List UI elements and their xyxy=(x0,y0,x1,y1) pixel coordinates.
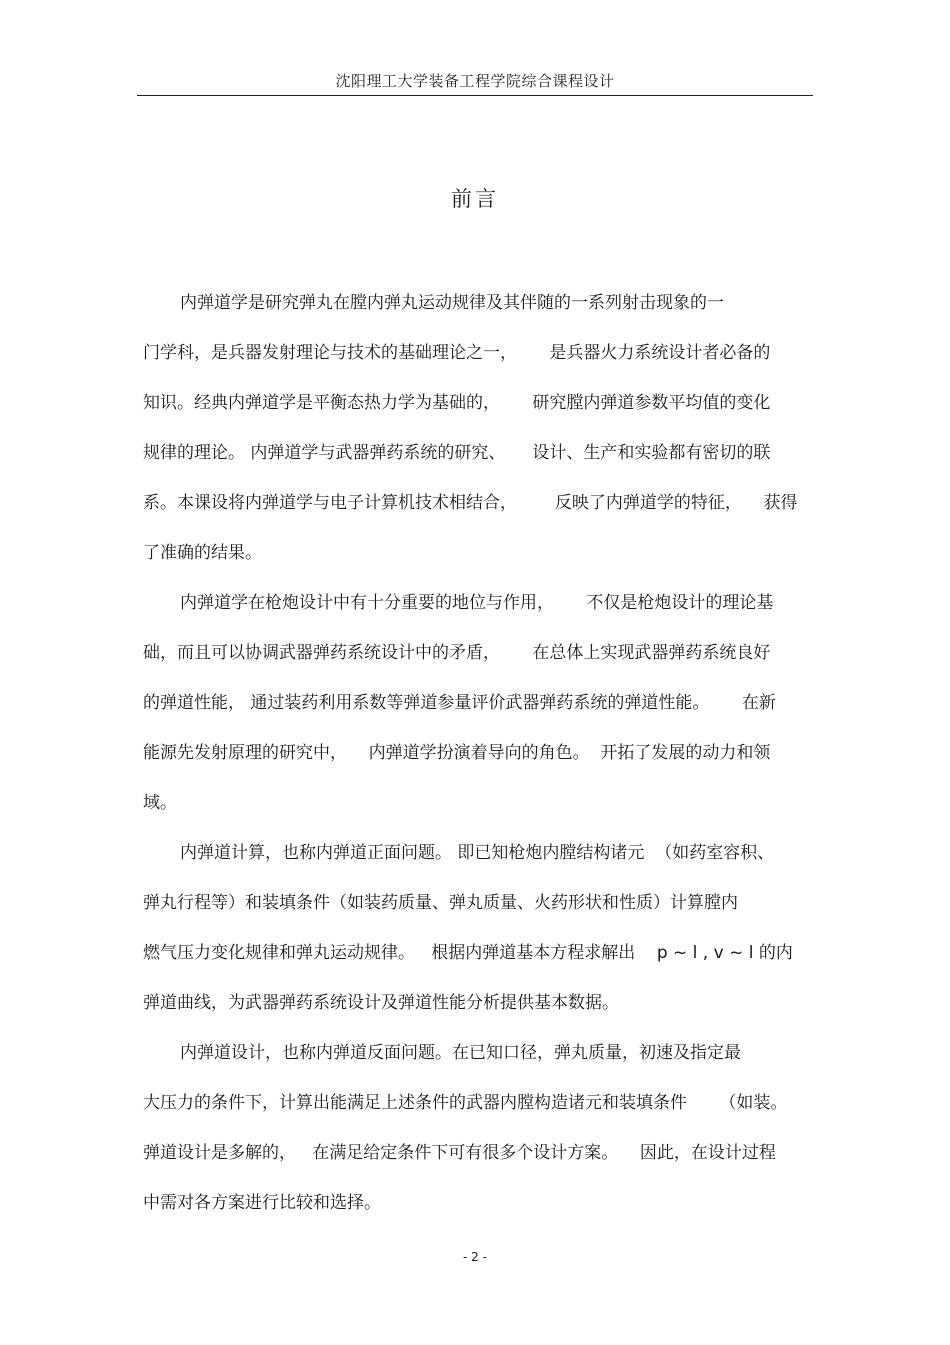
paragraph-line: 弹道设计是多解的， 在满足给定条件下可有很多个设计方案。 因此，在设计过程 xyxy=(143,1143,776,1163)
paragraph-line: 大压力的条件下，计算出能满足上述条件的武器内膛构造诸元和装填条件 （如装。 xyxy=(143,1093,788,1113)
paragraph-line: 中需对各方案进行比较和选择。 xyxy=(143,1193,381,1213)
section-title: 前言 xyxy=(451,187,499,211)
paragraph-line: 的弹道性能， 通过装药利用系数等弹道参量评价武器弹药系统的弹道性能。 在新 xyxy=(143,693,776,713)
paragraph-line: 内弹道学在枪炮设计中有十分重要的地位与作用， 不仅是枪炮设计的理论基 xyxy=(180,593,774,613)
paragraph-line: 弹道曲线，为武器弹药系统设计及弹道性能分析提供基本数据。 xyxy=(143,993,619,1013)
paragraph-line: 了准确的结果。 xyxy=(143,543,262,563)
paragraph-line: 能源先发射原理的研究中， 内弹道学扮演着导向的角色。 开拓了发展的动力和领 xyxy=(143,743,771,763)
paragraph-line: 规律的理论。 内弹道学与武器弹药系统的研究、 设计、生产和实验都有密切的联 xyxy=(143,443,771,463)
paragraph-line: 内弹道计算，也称内弹道正面问题。 即已知枪炮内膛结构诸元 （如药室容积、 xyxy=(180,843,775,863)
page-header-title: 沈阳理工大学装备工程学院综合课程设计 xyxy=(335,72,615,90)
paragraph-line: 燃气压力变化规律和弹丸运动规律。 根据内弹道基本方程求解出 p ~ l , v ~ l 的内 xyxy=(143,943,793,963)
paragraph-line: 系。本课设将内弹道学与电子计算机技术相结合， 反映了内弹道学的特征， 获得 xyxy=(143,493,798,513)
paragraph-line: 弹丸行程等）和装填条件（如装药质量、弹丸质量、火药形状和性质）计算膛内 xyxy=(143,893,738,913)
header-divider xyxy=(137,95,813,96)
paragraph-line: 门学科，是兵器发射理论与技术的基础理论之一， 是兵器火力系统设计者必备的 xyxy=(143,343,771,363)
page-number: - 2 - xyxy=(463,1250,487,1264)
paragraph-line: 内弹道学是研究弹丸在膛内弹丸运动规律及其伴随的一系列射击现象的一 xyxy=(180,293,724,313)
paragraph-line: 内弹道设计，也称内弹道反面问题。在已知口径，弹丸质量，初速及指定最 xyxy=(180,1043,741,1063)
paragraph-line: 知识。经典内弹道学是平衡态热力学为基础的， 研究膛内弹道参数平均值的变化 xyxy=(143,393,771,413)
paragraph-line: 域。 xyxy=(143,793,177,813)
paragraph-line: 础，而且可以协调武器弹药系统设计中的矛盾， 在总体上实现武器弹药系统良好 xyxy=(143,643,771,663)
